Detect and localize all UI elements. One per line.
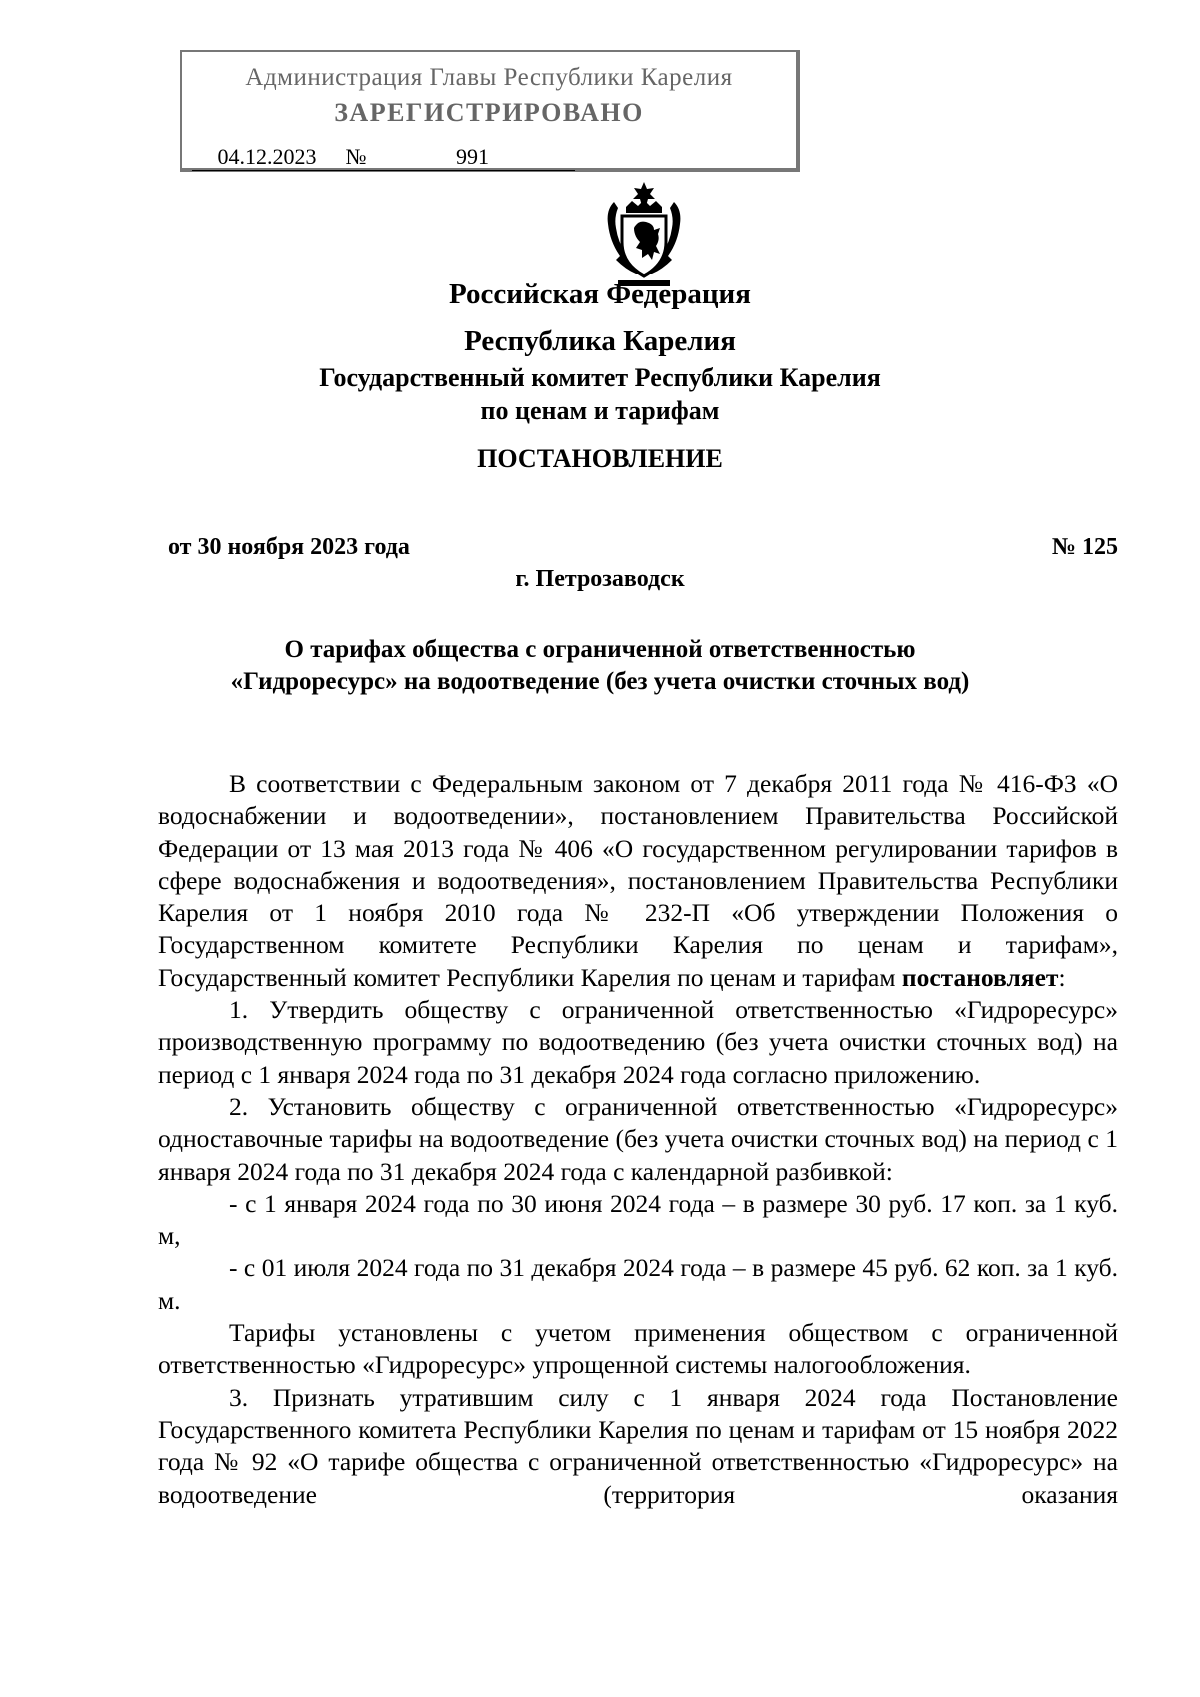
stamp-registration-line	[192, 144, 575, 171]
document-city: г. Петрозаводск	[515, 566, 685, 592]
item-1-paragraph: 1. Утвердить обществу с ограниченной ответственностью «Гидроресурс» производственную программу по водоотведению (без учета очистки сточных вод) на период с 1 января 2024 года по 31 декабря 2024 года согласно приложению.	[158, 995, 1118, 1089]
stamp-number: 991	[370, 144, 575, 171]
item-3-paragraph: 3. Признать утратившим силу с 1 января 2024 года Постановление Государственного комитета Республики Карелия по ценам и тарифам от 15 ноября 2022 года № 92 «О тарифе общества с ограниченной ответственностью «Гидроресурс» на водоотведение (территория оказания	[158, 1382, 1118, 1509]
document-body	[158, 768, 1118, 1511]
document-title-line1: О тарифах общества с ограниченной ответственностью	[284, 636, 916, 663]
committee-name-line2: по ценам и тарифам	[480, 396, 720, 425]
country-name: Российская Федерация	[449, 278, 751, 310]
tax-note-paragraph: Тарифы установлены с учетом применения обществом с ограниченной ответственностью «Гидроресурс» упрощенной системы налогообложения.	[158, 1318, 1118, 1380]
stamp-number-sign: №	[342, 144, 370, 171]
stamp-date: 04.12.2023	[192, 144, 342, 171]
preamble-resolves: постановляет	[901, 962, 1059, 992]
tariff-period-1: - с 1 января 2024 года по 30 июня 2024 года – в размере 30 руб. 17 коп. за 1 куб. м,	[158, 1188, 1118, 1251]
tariff-period-2: - с 01 июля 2024 года по 31 декабря 2024 года – в размере 45 руб. 62 коп. за 1 куб. м.	[158, 1253, 1118, 1315]
registration-stamp	[180, 50, 800, 172]
item-2-paragraph: 2. Установить обществу с ограниченной ответственностью «Гидроресурс» одноставочные тарифы на водоотведение (без учета очистки сточных вод) на период с 1 января 2024 года по 31 декабря 2024 года с календарной разбивкой:	[158, 1091, 1118, 1186]
document-type: ПОСТАНОВЛЕНИЕ	[477, 444, 723, 473]
preamble-paragraph	[158, 768, 1118, 994]
document-date: от 30 ноября 2023 года	[168, 534, 410, 560]
republic-name: Республика Карелия	[464, 325, 736, 357]
stamp-authority: Администрация Главы Республики Карелия	[245, 64, 733, 91]
preamble-text: В соответствии с Федеральным законом от 7 декабря 2011 года № 416-ФЗ «О водоснабжении и водоотведении», постановлением Правительства Российской Федерации от 13 мая 2013 года № 406 «О государственном регулировании тарифов в сфере водоснабжения и водоотведения», постановлением Правительства Республики Карелия от 1 ноября 2010 года № 232-П «Об утверждении Положения о Государственном комитете Республики Карелия по ценам и тарифам», Государственный комитет Республики Карелия по ценам и тарифам	[158, 769, 1118, 992]
document-title-line2: «Гидроресурс» на водоотведение (без учета очистки сточных вод)	[230, 668, 970, 695]
document-number: № 125	[1051, 534, 1118, 560]
karelia-coat-of-arms-icon	[600, 180, 688, 290]
stamp-registered: ЗАРЕГИСТРИРОВАНО	[334, 98, 644, 127]
committee-name-line1: Государственный комитет Республики Карелия	[319, 363, 881, 392]
preamble-colon: :	[1058, 962, 1066, 992]
